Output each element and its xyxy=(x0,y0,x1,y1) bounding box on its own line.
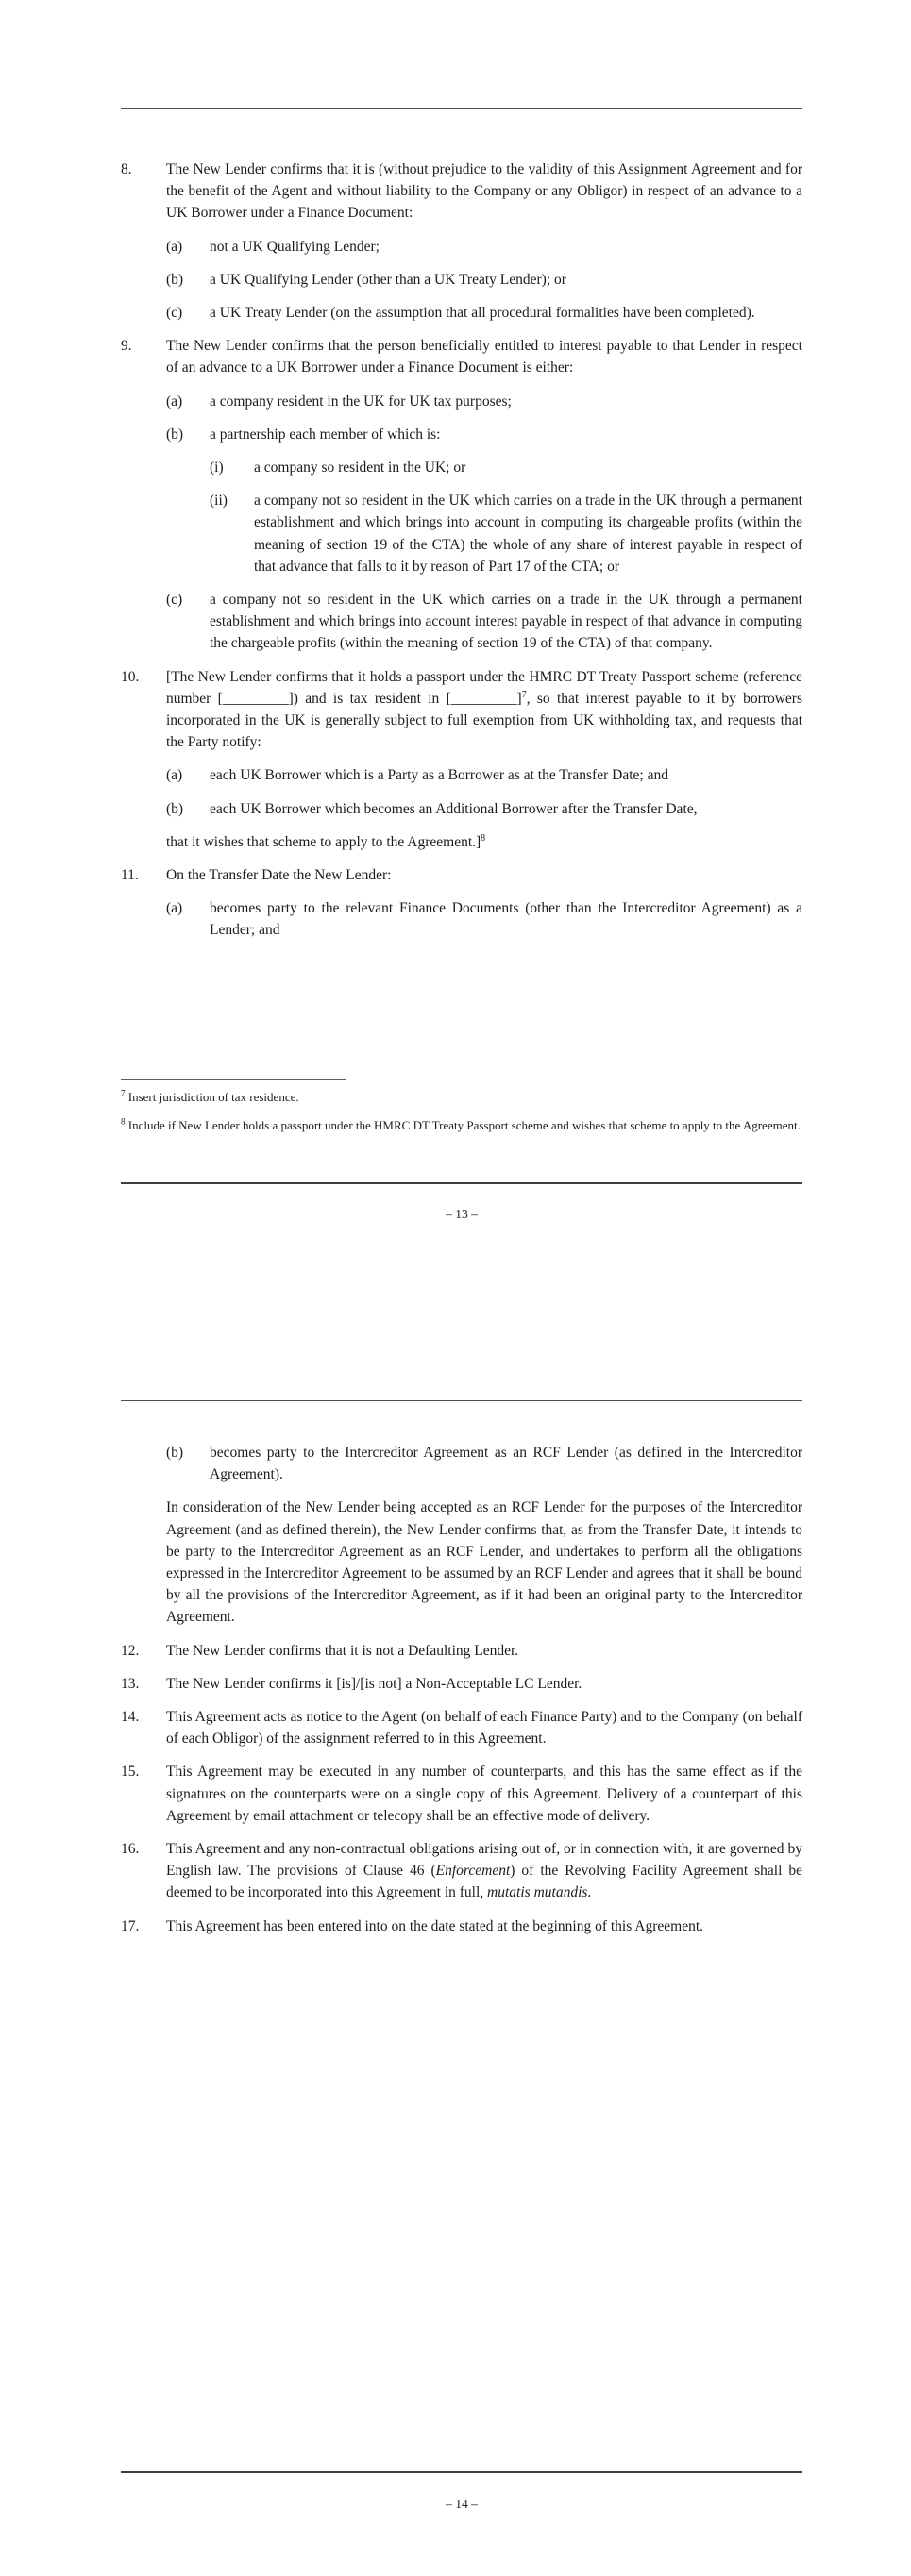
clause-15 xyxy=(121,1761,802,1827)
clause-17 xyxy=(121,1915,802,1937)
clause-9-item-b-text: a partnership each member of which is: xyxy=(210,426,441,443)
page14-page-number: – 14 – xyxy=(446,2497,478,2511)
clause-8 xyxy=(121,159,802,225)
page13-footer-rule xyxy=(121,1182,802,1184)
footnote-8-marker: 8 xyxy=(121,1116,126,1127)
clause-16-text xyxy=(166,1838,802,1904)
consideration-paragraph: In consideration of the New Lender being accepted as an RCF Lender for the purposes of the Intercreditor Agreement (and as defined therein), the New Lender confirms that, as from the Transfer Date, it intends to be party to the Intercreditor Agreement as an RCF Lender, and undertakes to perform all the obligations expressed in the Intercreditor Agreement to be assumed by an RCF Lender and agrees that it shall be bound by all the provisions of the Intercreditor Agreement, as if it had been an original party to the Intercreditor Agreement. xyxy=(166,1499,802,1626)
clause-13-text: The New Lender confirms it [is]/[is not] a Non-Acceptable LC Lender. xyxy=(166,1675,582,1692)
clause-12-number: 12. xyxy=(121,1642,140,1659)
clause-9-item-b-ii xyxy=(210,490,802,577)
clause-9-text: The New Lender confirms that the person beneficially entitled to interest payable to that Lender in respect of an advance to a UK Borrower under a Finance Document is either: xyxy=(166,338,802,376)
clause-9-item-b-label: (b) xyxy=(166,426,184,443)
clause-10-continuation xyxy=(166,831,802,853)
footnote-7 xyxy=(121,1087,802,1107)
clause-10-item-a xyxy=(166,764,802,786)
clause-8-item-b xyxy=(166,269,802,291)
clause-16-number: 16. xyxy=(121,1841,140,1858)
footnotes xyxy=(121,1087,802,1144)
clause-10-number: 10. xyxy=(121,668,140,685)
clause-8-item-c xyxy=(166,302,802,324)
clause-14-number: 14. xyxy=(121,1709,140,1726)
clause-9-item-b-ii-text: a company not so resident in the UK which carries on a trade in the UK through a permanent establishment and which brings into account in computing its chargeable profits (within the meaning of section 19 of the CTA) the whole of any share of interest payable in respect of that advance that falls to it by reason of Part 17 of the CTA; or xyxy=(254,493,802,575)
clause-13 xyxy=(121,1673,802,1695)
clause-11-item-a-label: (a) xyxy=(166,900,183,917)
clause-8-number: 8. xyxy=(121,161,132,177)
footnote-8-text: Include if New Lender holds a passport under the HMRC DT Treaty Passport scheme and wishes that scheme to apply to the Agreement. xyxy=(127,1118,801,1132)
page14-header-rule xyxy=(121,1400,802,1401)
clause-17-number: 17. xyxy=(121,1917,140,1934)
clause-8-text: The New Lender confirms that it is (without prejudice to the validity of this Assignment Agreement and for the benefit of the Agent and without liability to the Company or any Obligor) in respect of an advance to a UK Borrower under a Finance Document: xyxy=(166,161,802,222)
clause-10-continuation-text: that it wishes that scheme to apply to the Agreement.] xyxy=(166,833,481,850)
clause-10-item-a-text: each UK Borrower which is a Party as a Borrower as at the Transfer Date; and xyxy=(210,767,668,784)
clause-10-text xyxy=(166,666,802,754)
clause-11-item-b xyxy=(166,1442,802,1485)
footnote-7-text: Insert jurisdiction of tax residence. xyxy=(127,1090,299,1104)
clause-9-item-a xyxy=(166,391,802,412)
clause-11-item-a-text: becomes party to the relevant Finance Documents (other than the Intercreditor Agreement) as a Lender; and xyxy=(210,900,802,939)
clause-8-item-b-label: (b) xyxy=(166,271,184,288)
clause-9-item-b-ii-label: (ii) xyxy=(210,493,228,510)
clause-14 xyxy=(121,1706,802,1749)
clause-9-item-b-i-label: (i) xyxy=(210,460,224,477)
page13-body xyxy=(121,159,802,953)
clause-11-item-a xyxy=(166,897,802,941)
clause-10-item-b-text: each UK Borrower which becomes an Additional Borrower after the Transfer Date, xyxy=(210,800,698,817)
page14-body xyxy=(121,1442,802,1949)
footnote-7-reference: 7 xyxy=(521,689,527,700)
clause-10-text-post: , so that interest payable to it by borrowers incorporated in the UK is generally subject to full exemption from UK withholding tax, and requests that the Party notify: xyxy=(166,690,802,751)
clause-17-text: This Agreement has been entered into on the date stated at the beginning of this Agreement. xyxy=(166,1917,704,1934)
clause-8-item-b-text: a UK Qualifying Lender (other than a UK Treaty Lender); or xyxy=(210,271,566,288)
page14-footer-rule xyxy=(121,2471,802,2473)
clause-16 xyxy=(121,1838,802,1904)
clause-11-number: 11. xyxy=(121,867,139,884)
clause-10-text-pre: [The New Lender confirms that it holds a passport under the HMRC DT Treaty Passport scheme (reference number [_________]) and is tax resident in [_________] xyxy=(166,668,802,707)
page13-page-number: – 13 – xyxy=(446,1207,478,1221)
clause-9-item-c-label: (c) xyxy=(166,592,183,609)
clause-9-item-a-text: a company resident in the UK for UK tax purposes; xyxy=(210,393,512,410)
clause-16-italic-enforcement: Enforcement xyxy=(435,1863,511,1880)
clause-15-text: This Agreement may be executed in any number of counterparts, and this has the same effect as if the signatures on the counterparts were on a single copy of this Agreement. Delivery of a counterpart of this Agreement by email attachment or telecopy shall be an effective mode of delivery. xyxy=(166,1764,802,1824)
clause-15-number: 15. xyxy=(121,1764,140,1781)
clause-10-item-b-label: (b) xyxy=(166,800,184,817)
footnote-8 xyxy=(121,1115,802,1135)
clause-12 xyxy=(121,1640,802,1662)
clause-8-item-c-label: (c) xyxy=(166,305,183,322)
clause-9-item-b xyxy=(166,424,802,445)
clause-16-seg1: This Agreement and any non-contractual obligations arising out of, or in connection with, it are governed by English law. The provisions of Clause 46 ( xyxy=(166,1841,802,1880)
clause-11-item-b-label: (b) xyxy=(166,1445,184,1461)
clause-10 xyxy=(121,666,802,754)
footnote-7-marker: 7 xyxy=(121,1088,126,1098)
clause-8-item-a xyxy=(166,236,802,258)
page13-header-rule xyxy=(121,108,802,109)
clause-10-item-a-label: (a) xyxy=(166,767,183,784)
clause-9-item-c-text: a company not so resident in the UK which carries on a trade in the UK through a permanent establishment and which brings into account interest payable in respect of that advance in computing the chargeable profits (within the meaning of section 19 of the CTA) of that company. xyxy=(210,592,802,652)
clause-16-seg3: . xyxy=(587,1884,592,1901)
clause-11-text: On the Transfer Date the New Lender: xyxy=(166,867,392,884)
clause-16-seg2: ) of the Revolving Facility Agreement shall be deemed to be incorporated into this Agreement in full, xyxy=(166,1863,802,1901)
clause-9-item-b-i-text: a company so resident in the UK; or xyxy=(254,460,466,477)
clause-11 xyxy=(121,864,802,886)
clause-9 xyxy=(121,335,802,378)
clause-10-item-b xyxy=(166,798,802,820)
clause-8-item-a-label: (a) xyxy=(166,238,183,255)
clause-9-item-a-label: (a) xyxy=(166,393,183,410)
footnote-separator xyxy=(121,1079,346,1080)
clause-12-text: The New Lender confirms that it is not a Defaulting Lender. xyxy=(166,1642,519,1659)
footnote-8-reference: 8 xyxy=(481,832,486,844)
clause-9-number: 9. xyxy=(121,338,132,355)
clause-13-number: 13. xyxy=(121,1675,140,1692)
clause-8-item-a-text: not a UK Qualifying Lender; xyxy=(210,238,380,255)
clause-14-text: This Agreement acts as notice to the Agent (on behalf of each Finance Party) and to the Company (on behalf of each Obligor) of the assignment referred to in this Agreement. xyxy=(166,1709,802,1748)
clause-11-item-b-text: becomes party to the Intercreditor Agreement as an RCF Lender (as defined in the Intercreditor Agreement). xyxy=(210,1445,802,1483)
clause-8-item-c-text: a UK Treaty Lender (on the assumption that all procedural formalities have been completed). xyxy=(210,305,755,322)
clause-9-item-b-i xyxy=(210,457,802,478)
clause-9-item-c xyxy=(166,589,802,655)
clause-16-italic-mutatis: mutatis mutandis xyxy=(487,1884,588,1901)
